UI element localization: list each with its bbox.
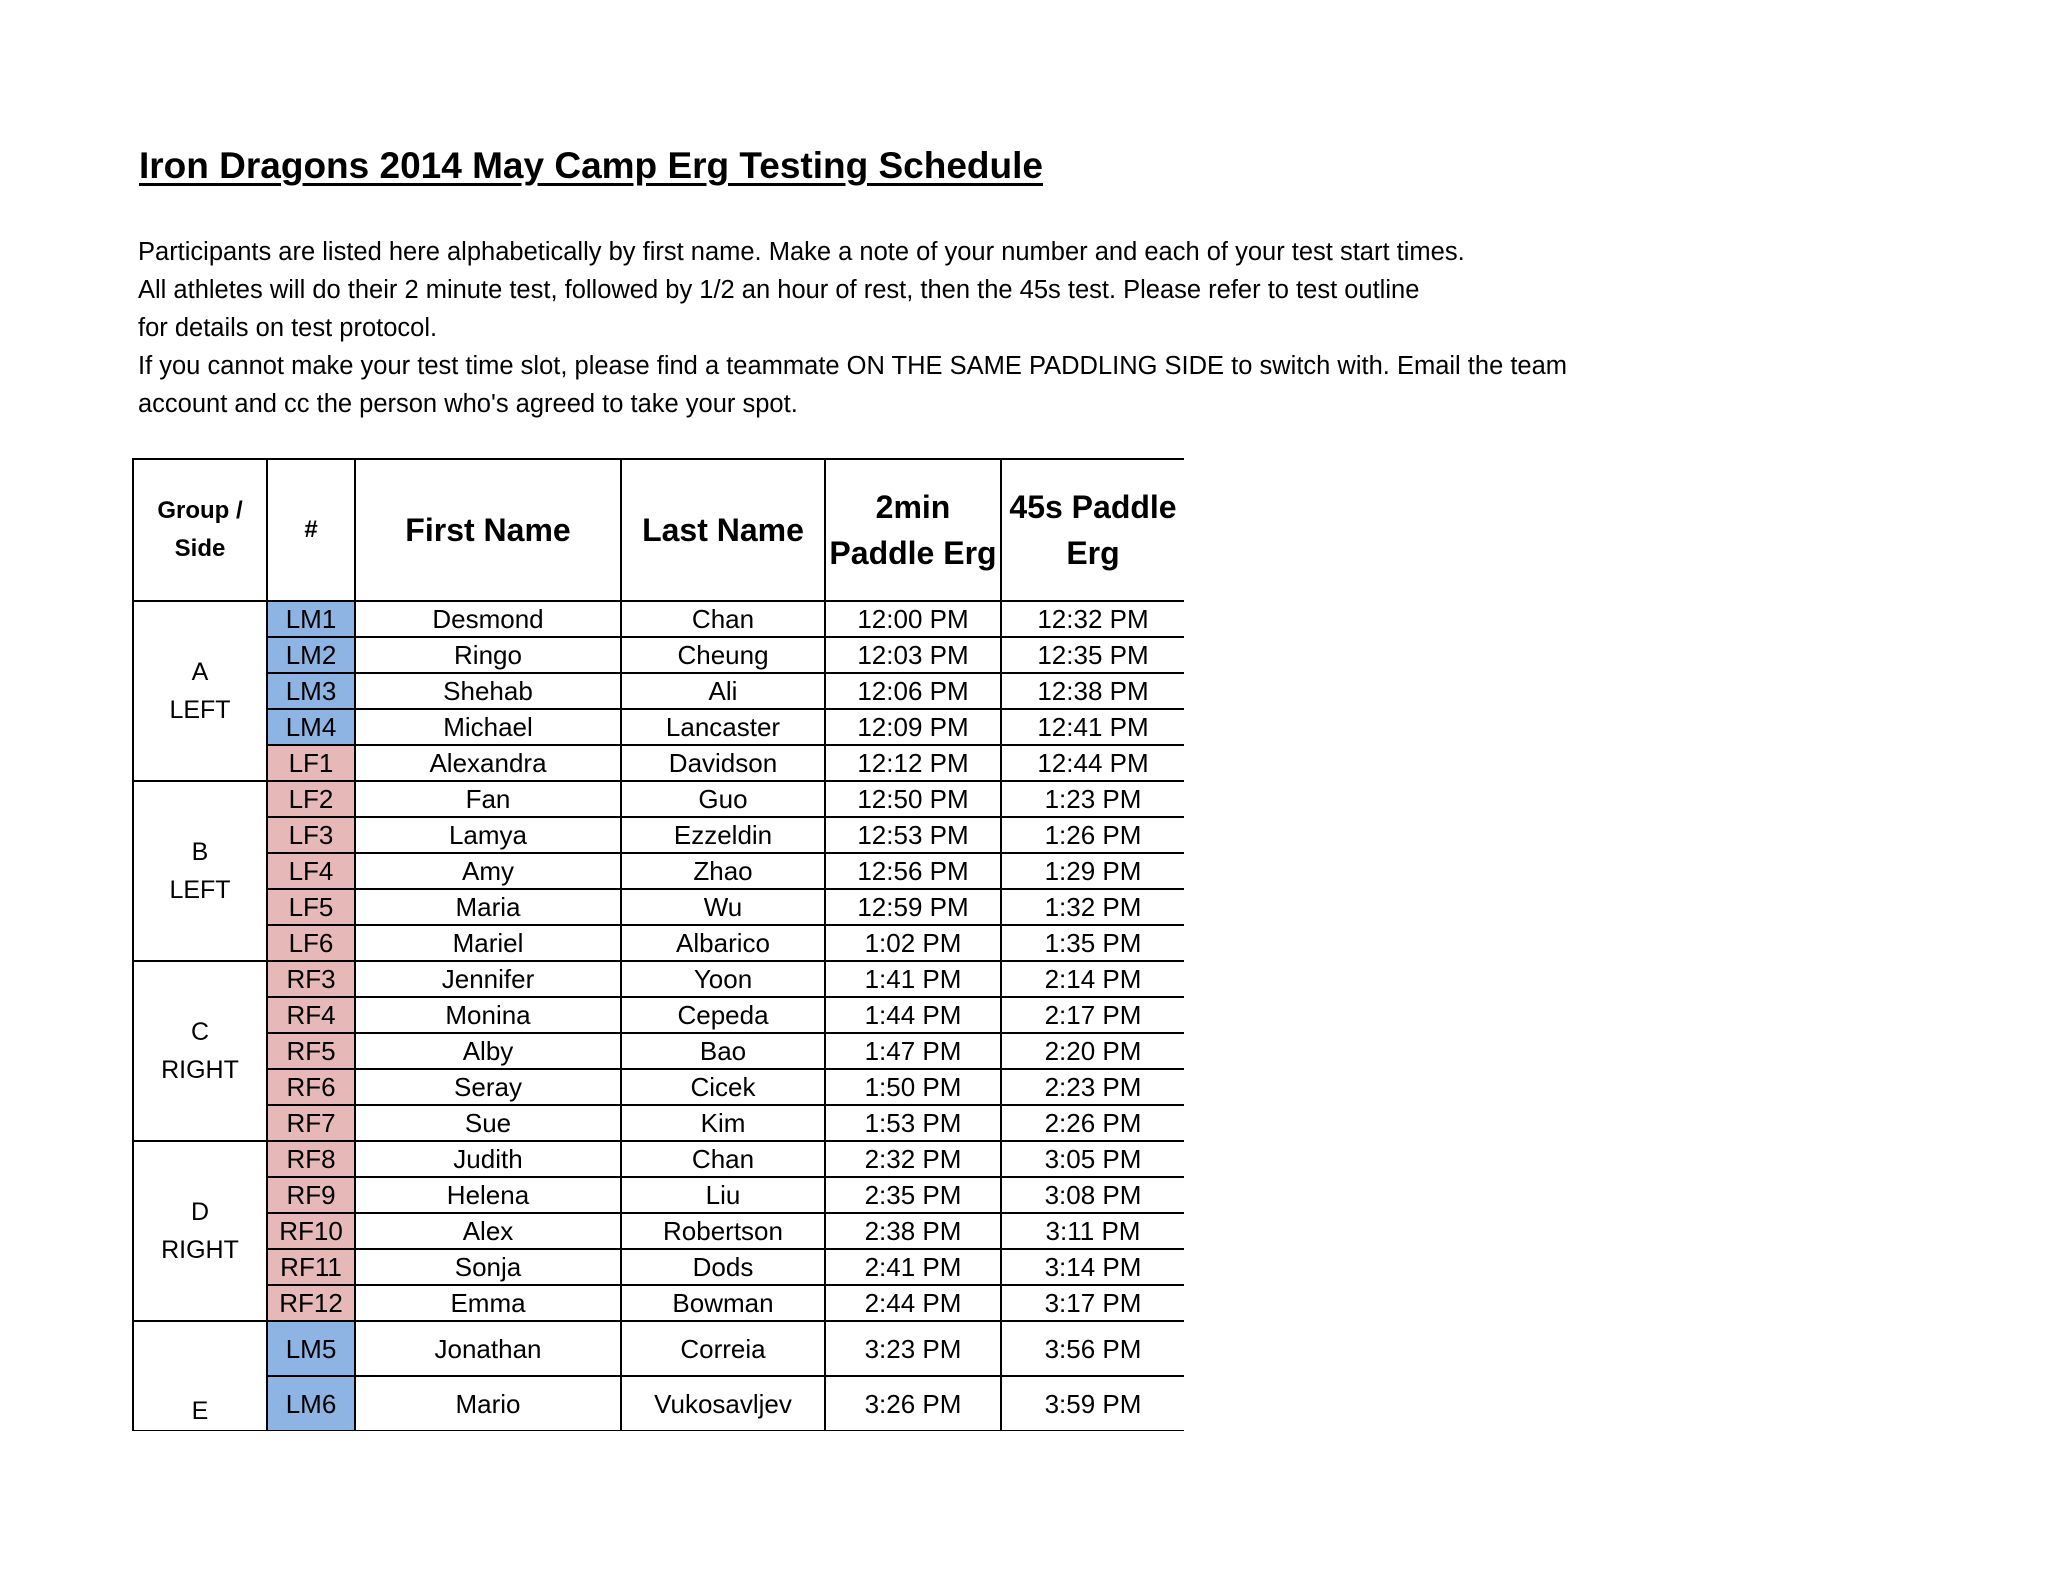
header-group-side: Group / Side (133, 459, 267, 601)
first-name-cell: Maria (355, 889, 621, 925)
participant-number: LM5 (267, 1321, 355, 1376)
last-name-cell: Zhao (621, 853, 825, 889)
intro-line: for details on test protocol. (138, 314, 438, 342)
last-name-cell: Yoon (621, 961, 825, 997)
schedule-table (132, 458, 1184, 1431)
last-name-cell: Davidson (621, 745, 825, 781)
last-name-cell: Bao (621, 1033, 825, 1069)
table-row (133, 1249, 1184, 1285)
first-name-cell: Sonja (355, 1249, 621, 1285)
time-2min-cell: 2:32 PM (825, 1141, 1001, 1177)
last-name-cell: Cepeda (621, 997, 825, 1033)
page-title: Iron Dragons 2014 May Camp Erg Testing Schedule (139, 145, 1043, 186)
table-row (133, 637, 1184, 673)
last-name-cell: Vukosavljev (621, 1376, 825, 1431)
participant-number: RF8 (267, 1141, 355, 1177)
last-name-cell: Kim (621, 1105, 825, 1141)
first-name-cell: Judith (355, 1141, 621, 1177)
time-2min-cell: 2:41 PM (825, 1249, 1001, 1285)
first-name-cell: Helena (355, 1177, 621, 1213)
time-2min-cell: 12:06 PM (825, 673, 1001, 709)
time-45s-cell: 1:23 PM (1001, 781, 1184, 817)
first-name-cell: Desmond (355, 601, 621, 637)
group-side-cell: A LEFT (133, 601, 267, 781)
time-45s-cell: 3:56 PM (1001, 1321, 1184, 1376)
time-45s-cell: 1:35 PM (1001, 925, 1184, 961)
first-name-cell: Lamya (355, 817, 621, 853)
time-2min-cell: 1:47 PM (825, 1033, 1001, 1069)
table-row (133, 853, 1184, 889)
first-name-cell: Jonathan (355, 1321, 621, 1376)
table-row (133, 1141, 1184, 1177)
table-row (133, 889, 1184, 925)
last-name-cell: Dods (621, 1249, 825, 1285)
time-2min-cell: 12:50 PM (825, 781, 1001, 817)
time-2min-cell: 1:44 PM (825, 997, 1001, 1033)
first-name-cell: Mario (355, 1376, 621, 1431)
last-name-cell: Liu (621, 1177, 825, 1213)
participant-number: RF6 (267, 1069, 355, 1105)
time-45s-cell: 12:35 PM (1001, 637, 1184, 673)
table-row (133, 709, 1184, 745)
last-name-cell: Correia (621, 1321, 825, 1376)
participant-number: RF12 (267, 1285, 355, 1321)
last-name-cell: Bowman (621, 1285, 825, 1321)
intro-line: If you cannot make your test time slot, please find a teammate ON THE SAME PADDLING SIDE to switch with. Email the team (138, 352, 1568, 380)
time-45s-cell: 12:44 PM (1001, 745, 1184, 781)
participant-number: RF3 (267, 961, 355, 997)
first-name-cell: Alexandra (355, 745, 621, 781)
participant-number: RF9 (267, 1177, 355, 1213)
table-row (133, 1213, 1184, 1249)
time-2min-cell: 1:02 PM (825, 925, 1001, 961)
header-2min-erg: 2min Paddle Erg (825, 459, 1001, 601)
participant-number: RF10 (267, 1213, 355, 1249)
table-row (133, 997, 1184, 1033)
time-2min-cell: 1:53 PM (825, 1105, 1001, 1141)
header-number: # (267, 459, 355, 601)
intro-line: Participants are listed here alphabetically by first name. Make a note of your number and each of your test start times. (138, 238, 1465, 266)
first-name-cell: Ringo (355, 637, 621, 673)
table-row (133, 745, 1184, 781)
first-name-cell: Alex (355, 1213, 621, 1249)
time-2min-cell: 1:50 PM (825, 1069, 1001, 1105)
time-2min-cell: 2:35 PM (825, 1177, 1001, 1213)
last-name-cell: Albarico (621, 925, 825, 961)
time-45s-cell: 3:08 PM (1001, 1177, 1184, 1213)
table-row (133, 1376, 1184, 1431)
table-row (133, 673, 1184, 709)
last-name-cell: Chan (621, 1141, 825, 1177)
time-45s-cell: 2:17 PM (1001, 997, 1184, 1033)
time-45s-cell: 2:20 PM (1001, 1033, 1184, 1069)
first-name-cell: Shehab (355, 673, 621, 709)
time-2min-cell: 12:09 PM (825, 709, 1001, 745)
first-name-cell: Jennifer (355, 961, 621, 997)
time-45s-cell: 3:05 PM (1001, 1141, 1184, 1177)
last-name-cell: Wu (621, 889, 825, 925)
header-45s-erg: 45s Paddle Erg (1001, 459, 1184, 601)
participant-number: LM4 (267, 709, 355, 745)
first-name-cell: Seray (355, 1069, 621, 1105)
table-row (133, 925, 1184, 961)
table-row (133, 601, 1184, 637)
time-45s-cell: 12:32 PM (1001, 601, 1184, 637)
time-2min-cell: 12:12 PM (825, 745, 1001, 781)
group-side-cell: E (133, 1321, 267, 1431)
table-row (133, 1105, 1184, 1141)
time-2min-cell: 3:26 PM (825, 1376, 1001, 1431)
time-45s-cell: 3:59 PM (1001, 1376, 1184, 1431)
time-45s-cell: 1:29 PM (1001, 853, 1184, 889)
time-45s-cell: 12:41 PM (1001, 709, 1184, 745)
last-name-cell: Ezzeldin (621, 817, 825, 853)
time-45s-cell: 3:11 PM (1001, 1213, 1184, 1249)
time-45s-cell: 1:26 PM (1001, 817, 1184, 853)
time-2min-cell: 12:00 PM (825, 601, 1001, 637)
time-45s-cell: 3:14 PM (1001, 1249, 1184, 1285)
participant-number: LF5 (267, 889, 355, 925)
time-45s-cell: 2:14 PM (1001, 961, 1184, 997)
last-name-cell: Cicek (621, 1069, 825, 1105)
table-row (133, 1069, 1184, 1105)
time-2min-cell: 3:23 PM (825, 1321, 1001, 1376)
participant-number: RF4 (267, 997, 355, 1033)
participant-number: LF2 (267, 781, 355, 817)
header-last-name: Last Name (621, 459, 825, 601)
time-45s-cell: 2:26 PM (1001, 1105, 1184, 1141)
participant-number: LF4 (267, 853, 355, 889)
table-row (133, 1285, 1184, 1321)
table-row (133, 781, 1184, 817)
intro-line: account and cc the person who's agreed to take your spot. (138, 390, 798, 418)
intro-text (138, 233, 1698, 423)
time-2min-cell: 12:56 PM (825, 853, 1001, 889)
schedule-sheet (132, 458, 1184, 1431)
group-side-cell: D RIGHT (133, 1141, 267, 1321)
time-45s-cell: 3:17 PM (1001, 1285, 1184, 1321)
first-name-cell: Sue (355, 1105, 621, 1141)
time-45s-cell: 2:23 PM (1001, 1069, 1184, 1105)
first-name-cell: Amy (355, 853, 621, 889)
last-name-cell: Robertson (621, 1213, 825, 1249)
first-name-cell: Alby (355, 1033, 621, 1069)
participant-number: RF5 (267, 1033, 355, 1069)
table-row (133, 1177, 1184, 1213)
last-name-cell: Ali (621, 673, 825, 709)
time-2min-cell: 12:59 PM (825, 889, 1001, 925)
participant-number: LM2 (267, 637, 355, 673)
last-name-cell: Cheung (621, 637, 825, 673)
time-2min-cell: 12:53 PM (825, 817, 1001, 853)
last-name-cell: Guo (621, 781, 825, 817)
time-2min-cell: 1:41 PM (825, 961, 1001, 997)
participant-number: LF1 (267, 745, 355, 781)
first-name-cell: Mariel (355, 925, 621, 961)
table-row (133, 961, 1184, 997)
participant-number: LF3 (267, 817, 355, 853)
first-name-cell: Michael (355, 709, 621, 745)
participant-number: LF6 (267, 925, 355, 961)
participant-number: RF7 (267, 1105, 355, 1141)
table-body (133, 601, 1184, 1431)
time-2min-cell: 2:38 PM (825, 1213, 1001, 1249)
first-name-cell: Fan (355, 781, 621, 817)
time-2min-cell: 2:44 PM (825, 1285, 1001, 1321)
first-name-cell: Monina (355, 997, 621, 1033)
time-2min-cell: 12:03 PM (825, 637, 1001, 673)
participant-number: LM1 (267, 601, 355, 637)
participant-number: LM3 (267, 673, 355, 709)
last-name-cell: Lancaster (621, 709, 825, 745)
header-first-name: First Name (355, 459, 621, 601)
participant-number: LM6 (267, 1376, 355, 1431)
last-name-cell: Chan (621, 601, 825, 637)
participant-number: RF11 (267, 1249, 355, 1285)
group-side-cell: C RIGHT (133, 961, 267, 1141)
table-row (133, 817, 1184, 853)
time-45s-cell: 12:38 PM (1001, 673, 1184, 709)
table-header (133, 459, 1184, 601)
group-side-cell: B LEFT (133, 781, 267, 961)
intro-line: All athletes will do their 2 minute test, followed by 1/2 an hour of rest, then the 45s test. Please refer to test outline (138, 276, 1420, 304)
table-row (133, 1321, 1184, 1376)
first-name-cell: Emma (355, 1285, 621, 1321)
time-45s-cell: 1:32 PM (1001, 889, 1184, 925)
table-row (133, 1033, 1184, 1069)
